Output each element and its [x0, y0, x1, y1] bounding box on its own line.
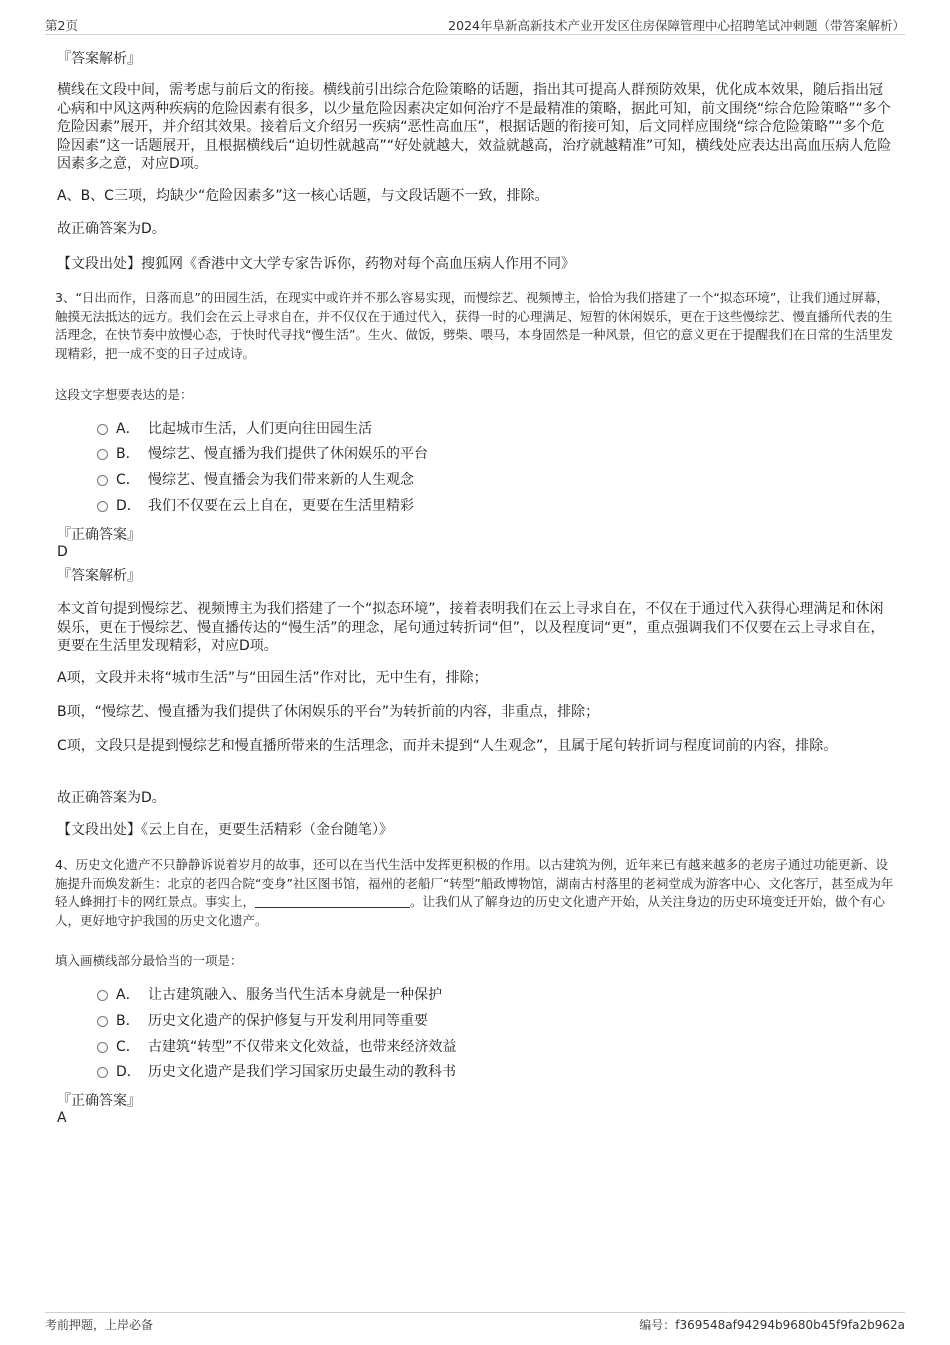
option-key: D．	[116, 498, 141, 514]
correct-answer-label: 『正确答案』	[57, 527, 141, 543]
question-3-prompt: 这段文字想要表达的是：	[55, 387, 193, 402]
option-text: 古建筑“转型”不仅带来文化效益，也带来经济效益	[148, 1039, 457, 1055]
question-text-part: 。让我们从了解身边的历史文化遗产开始，从关注身边的历史环境变迁开始，做个有心人，更好地守护我国的历史文化遗产。	[55, 894, 886, 928]
radio-icon[interactable]	[97, 475, 108, 486]
option-key: B．	[116, 1013, 140, 1029]
document-title: 2024年阜新高新技术产业开发区住房保障管理中心招聘笔试冲刺题（带答案解析）	[448, 18, 905, 33]
radio-icon[interactable]	[97, 449, 108, 460]
analysis-label: 『答案解析』	[57, 51, 141, 67]
correct-answer: A	[57, 1110, 67, 1126]
option-text: 历史文化遗产是我们学习国家历史最生动的教科书	[148, 1064, 456, 1080]
document-id: 编号：f369548af94294b9680b45f9fa2b962a	[639, 1318, 905, 1332]
page-number: 第2页	[45, 18, 78, 33]
option-key: A．	[116, 421, 140, 437]
radio-icon[interactable]	[97, 1016, 108, 1027]
correct-answer: D	[57, 544, 68, 560]
analysis-paragraph: 本文首句提到慢综艺、视频博主为我们搭建了一个“拟态环境”，接着表明我们在云上寻求自在，不仅在于通过代入获得心理满足和休闲娱乐，更在于慢综艺、慢直播传达的“慢生活”的理念，尾句通过转折词“但”，以及程度词“更”，重点强调我们不仅要在云上寻求自在，更要在生活里发现精彩，对应D项。	[57, 601, 885, 654]
footer-slogan: 考前押题，上岸必备	[45, 1318, 154, 1332]
option-text: 让古建筑融入、服务当代生活本身就是一种保护	[148, 987, 442, 1003]
question-text-part: 4、历史文化遗产不只静静诉说着岁月的故事，还可以在当代生活中发挥更积极的作用。以古建筑为例，近年来已有越来越多的老房子通过功能更新、设施提升而焕发新生：北京的老四合院“变身”社区图书馆，福州的老船厂“转型”船政博物馆，湖南古村落里的老祠堂成为游客中心、文化客厅，甚至成为年轻人蜂拥打卡的网红景点。事实上，	[55, 857, 894, 909]
radio-icon[interactable]	[97, 424, 108, 435]
option-c[interactable]	[97, 1037, 457, 1057]
option-c[interactable]	[97, 470, 414, 490]
analysis-conclusion: 故正确答案为D。	[57, 790, 166, 806]
option-text: 慢综艺、慢直播会为我们带来新的人生观念	[148, 472, 414, 488]
analysis-paragraph: 横线在文段中间，需考虑与前后文的衔接。横线前引出综合危险策略的话题，指出其可提高人群预防效果，优化成本效果，随后指出冠心病和中风这两种疾病的危险因素有很多，以少量危险因素决定如何治疗不是最精准的策略，据此可知，前文围绕“综合危险策略”“多个危险因素”展开，并介绍其效果。接着后文介绍另一疾病“恶性高血压”，根据话题的衔接可知，后文同样应围绕“综合危险策略”“多个危险因素”这一话题展开，且根据横线后“迫切性就越高”“好处就越大，效益就越高，治疗就越精准”可知，横线处应表达出高血压病人危险因素多之意，对应D项。	[57, 82, 892, 172]
option-a[interactable]	[97, 419, 372, 439]
page-header	[45, 14, 905, 35]
option-key: B．	[116, 446, 140, 462]
option-text: 历史文化遗产的保护修复与开发利用同等重要	[148, 1013, 428, 1029]
option-b[interactable]	[97, 1011, 428, 1031]
analysis-label: 『答案解析』	[57, 568, 141, 584]
option-text: 慢综艺、慢直播为我们提供了休闲娱乐的平台	[148, 446, 428, 462]
analysis-paragraph: A、B、C三项，均缺少“危险因素多”这一核心话题，与文段话题不一致，排除。	[57, 188, 549, 204]
option-key: A．	[116, 987, 140, 1003]
radio-icon[interactable]	[97, 1067, 108, 1078]
radio-icon[interactable]	[97, 501, 108, 512]
analysis-conclusion: 故正确答案为D。	[57, 221, 166, 237]
option-b[interactable]	[97, 444, 428, 464]
option-text: 我们不仅要在云上自在，更要在生活里精彩	[148, 498, 414, 514]
question-4-text	[55, 856, 897, 930]
answer-blank	[255, 895, 410, 908]
radio-icon[interactable]	[97, 1042, 108, 1053]
option-key: D．	[116, 1064, 141, 1080]
correct-answer-label: 『正确答案』	[57, 1093, 141, 1109]
option-d[interactable]	[97, 1062, 456, 1082]
option-key: C．	[116, 1039, 140, 1055]
option-text: 比起城市生活，人们更向往田园生活	[148, 421, 372, 437]
option-key: C．	[116, 472, 140, 488]
analysis-paragraph: C项，文段只是提到慢综艺和慢直播所带来的生活理念，而并未提到“人生观念”，且属于尾句转折词与程度词前的内容，排除。	[57, 738, 838, 754]
analysis-paragraph: B项，“慢综艺、慢直播为我们提供了休闲娱乐的平台”为转折前的内容，非重点，排除；	[57, 704, 600, 720]
question-4-prompt: 填入画横线部分最恰当的一项是：	[55, 953, 243, 968]
analysis-paragraph: A项，文段并未将“城市生活”与“田园生活”作对比，无中生有，排除；	[57, 670, 488, 686]
page-footer	[45, 1312, 905, 1332]
source-citation: 【文段出处】搜狐网《香港中文大学专家告诉你，药物对每个高血压病人作用不同》	[57, 256, 575, 272]
option-d[interactable]	[97, 496, 414, 516]
source-citation: 【文段出处】《云上自在，更要生活精彩（金台随笔）》	[57, 822, 393, 838]
question-3-text: 3、“日出而作，日落而息”的田园生活，在现实中或许并不那么容易实现，而慢综艺、视频博主，恰恰为我们搭建了一个“拟态环境”，让我们通过屏幕，触摸无法抵达的远方。我们会在云上寻求自在，并不仅仅在于通过代入，获得一时的心理满足、短暂的休闲娱乐，更在于这些慢综艺、慢直播所代表的生活理念，在快节奏中放慢心态，于快时代寻找“慢生活”。生火、做饭，劈柴、喂马，本身固然是一种风景，但它的意义更在于提醒我们在日常的生活里发现精彩，把一成不变的日子过成诗。	[55, 290, 893, 361]
radio-icon[interactable]	[97, 990, 108, 1001]
option-a[interactable]	[97, 985, 442, 1005]
